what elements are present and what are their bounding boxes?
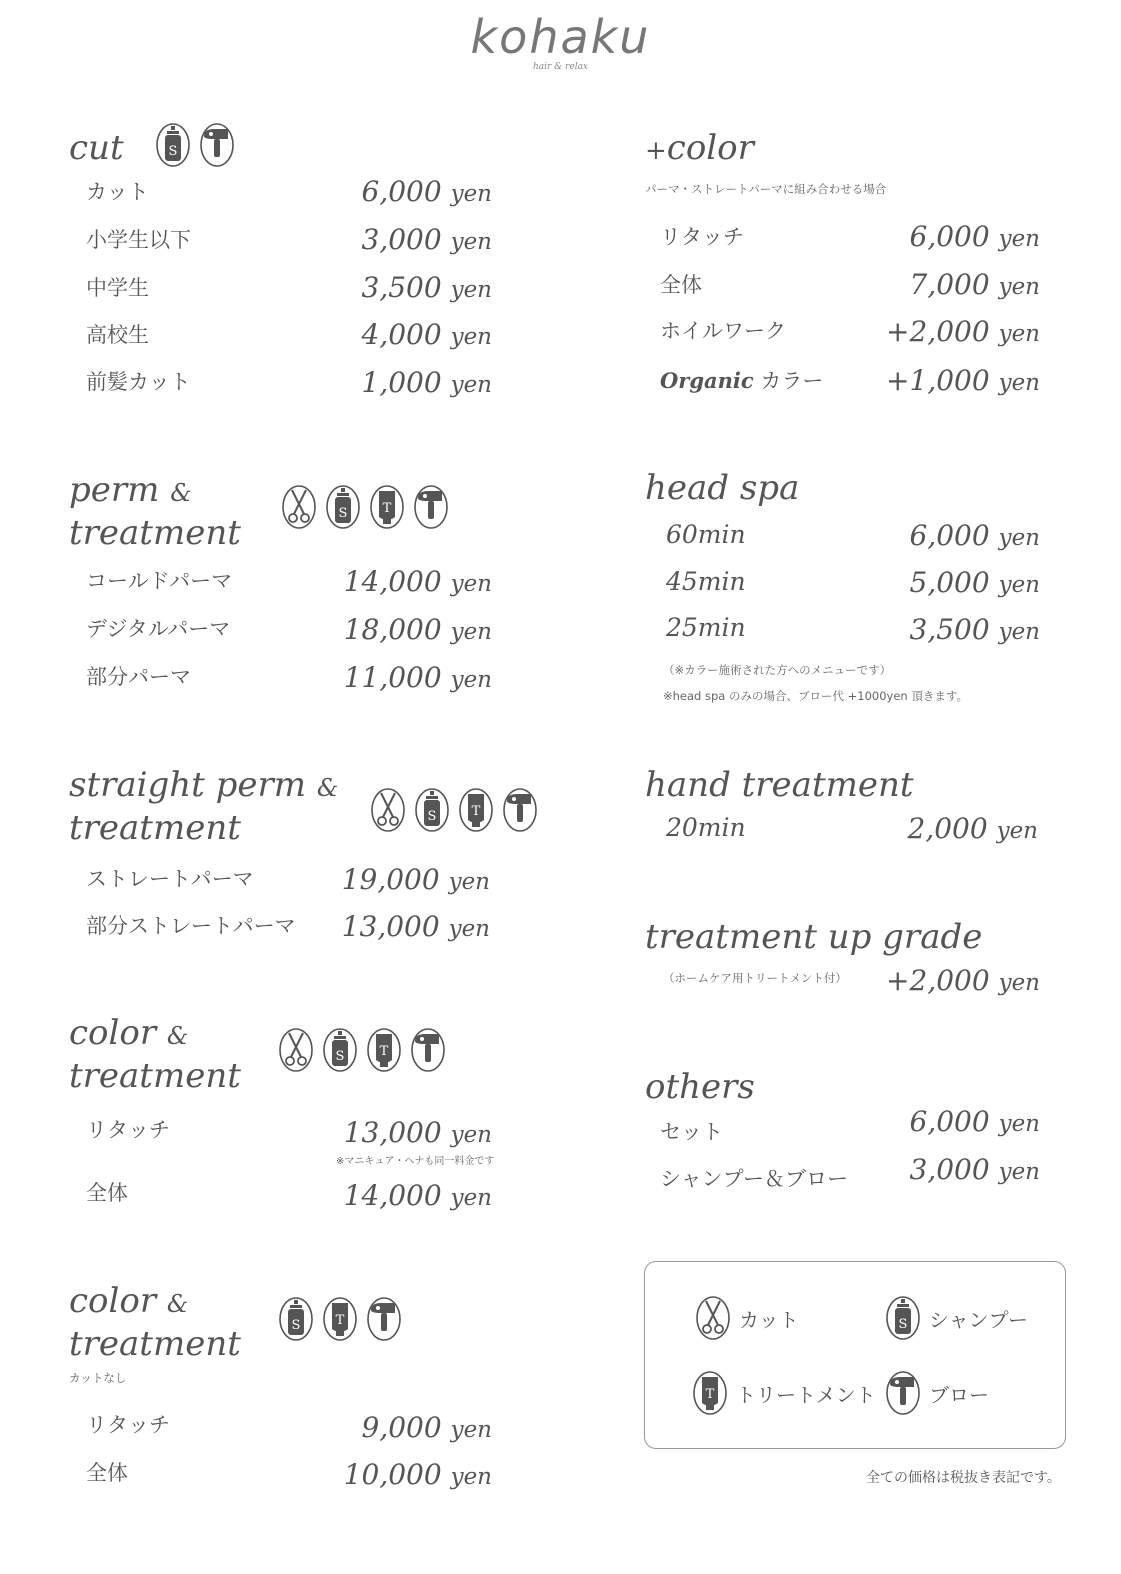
blow-dryer-icon [885, 1370, 921, 1416]
shampoo-icon [278, 1296, 314, 1342]
section-title-cut: cut [69, 128, 124, 168]
section-title-hand-treatment: hand treatment [645, 765, 914, 805]
perm-icons [281, 484, 449, 530]
menu-item-price: +1,000 yen [886, 364, 1040, 397]
legend-label: トリートメント [736, 1382, 876, 1407]
menu-item-label: 45min [666, 567, 746, 596]
menu-item-price: 7,000 yen [909, 268, 1040, 301]
menu-item-price: 6,000 yen [909, 1105, 1040, 1138]
blow-dryer-icon [410, 1027, 446, 1073]
shampoo-icon [155, 122, 191, 168]
menu-item-price: 18,000 yen [343, 613, 492, 646]
legend-item-cut [695, 1295, 799, 1341]
tax-note: 全ての価格は税抜き表記です。 [866, 1470, 1061, 1486]
menu-item-price: 2,000 yen [907, 812, 1038, 845]
straight-perm-icons [370, 787, 538, 833]
section-title-color-treatment: color & treatment [69, 1013, 241, 1096]
menu-item-price: 4,000 yen [361, 318, 492, 351]
menu-item-label: 20min [666, 813, 746, 842]
treatment-icon [369, 484, 405, 530]
menu-item-label: カット [86, 180, 149, 204]
menu-item-label: デジタルパーマ [86, 617, 231, 641]
menu-item-label: リタッチ [660, 225, 744, 249]
cut-icons [155, 122, 235, 168]
menu-item-price: 13,000 yen [343, 1116, 492, 1149]
section-title-color-treatment-no-cut: color & treatment [69, 1281, 241, 1364]
section-title-treatment-upgrade: treatment up grade [645, 917, 983, 957]
menu-item-label: 60min [666, 520, 746, 549]
menu-item-label: 25min [666, 613, 746, 642]
menu-item-price: 6,000 yen [909, 519, 1040, 552]
menu-item-price: 6,000 yen [909, 220, 1040, 253]
blow-dryer-icon [199, 122, 235, 168]
menu-item-label: ホイルワーク [660, 319, 786, 343]
color-treatment-note: ※マニキュア・ヘナも同一料金です [336, 1156, 495, 1167]
menu-item-price: 1,000 yen [361, 366, 492, 399]
legend-label: ブロー [929, 1382, 989, 1407]
menu-item-price: +2,000 yen [886, 964, 1040, 997]
treatment-icon [366, 1027, 402, 1073]
menu-item-price: 3,500 yen [909, 613, 1040, 646]
menu-item-price: 13,000 yen [341, 910, 490, 943]
menu-item-label: 全体 [86, 1461, 128, 1485]
legend-label: シャンプー [929, 1307, 1028, 1332]
shampoo-icon [885, 1295, 921, 1341]
menu-item-price: 3,000 yen [361, 223, 492, 256]
menu-item-price: 3,000 yen [909, 1153, 1040, 1186]
scissors-icon [278, 1027, 314, 1073]
menu-item-price: 5,000 yen [909, 566, 1040, 599]
menu-item-price: 3,500 yen [361, 271, 492, 304]
salon-logo [0, 10, 1121, 72]
menu-item-price: +2,000 yen [886, 315, 1040, 348]
menu-item-label: Organic カラー [660, 368, 824, 393]
scissors-icon [370, 787, 406, 833]
blow-dryer-icon [413, 484, 449, 530]
logo-wordmark: kohaku [470, 10, 651, 64]
shampoo-icon [325, 484, 361, 530]
menu-item-label: ストレートパーマ [86, 867, 254, 891]
treatment-icon [692, 1370, 728, 1416]
menu-item-label: リタッチ [86, 1118, 170, 1142]
legend-item-shampoo [885, 1295, 1028, 1341]
blow-dryer-icon [366, 1296, 402, 1342]
menu-item-label: 全体 [86, 1181, 128, 1205]
menu-item-label: 中学生 [86, 276, 149, 300]
legend-item-treatment [692, 1370, 876, 1416]
scissors-icon [695, 1295, 731, 1341]
section-title-perm: perm & treatment [69, 470, 241, 553]
menu-item-price: 19,000 yen [341, 863, 490, 896]
legend-label: カット [739, 1307, 799, 1332]
head-spa-note-2: ※head spa のみの場合、ブロー代 +1000yen 頂きます。 [663, 689, 968, 703]
color-treatment-no-cut-icons [278, 1296, 402, 1342]
menu-item-label: コールドパーマ [86, 569, 233, 593]
shampoo-icon [414, 787, 450, 833]
shampoo-icon [322, 1027, 358, 1073]
menu-item-label: 高校生 [86, 323, 149, 347]
section-title-plus-color: +color [645, 128, 754, 168]
section-title-others: others [645, 1067, 755, 1107]
icon-legend [644, 1261, 1066, 1449]
menu-item-label: リタッチ [86, 1413, 170, 1437]
no-cut-note: カットなし [69, 1371, 127, 1385]
legend-item-blow [885, 1370, 989, 1416]
menu-item-label: 前髪カット [86, 370, 191, 394]
menu-item-price: 6,000 yen [361, 175, 492, 208]
color-treatment-icons [278, 1027, 446, 1073]
menu-item-label: 小学生以下 [86, 228, 191, 252]
section-title-straight-perm: straight perm & treatment [69, 765, 339, 848]
menu-item-label: 全体 [660, 273, 702, 297]
menu-item-price: 14,000 yen [343, 1179, 492, 1212]
menu-item-label: 部分ストレートパーマ [86, 914, 296, 938]
treatment-icon [458, 787, 494, 833]
menu-item-price: 14,000 yen [343, 565, 492, 598]
menu-item-label: 部分パーマ [86, 665, 191, 689]
section-title-head-spa: head spa [645, 468, 800, 508]
menu-item-price: 10,000 yen [343, 1458, 492, 1491]
plus-color-note: パーマ・ストレートパーマに組み合わせる場合 [645, 182, 887, 196]
head-spa-note-1: （※カラー施術された方へのメニューです） [663, 663, 892, 677]
menu-item-price: 11,000 yen [343, 661, 492, 694]
blow-dryer-icon [502, 787, 538, 833]
menu-item-label: シャンプー＆ブロー [660, 1167, 848, 1191]
treatment-icon [322, 1296, 358, 1342]
upgrade-note: （ホームケア用トリートメント付） [663, 971, 847, 985]
menu-item-label: セット [660, 1120, 723, 1144]
scissors-icon [281, 484, 317, 530]
menu-item-price: 9,000 yen [361, 1411, 492, 1444]
logo-tagline: hair & relax [532, 62, 589, 72]
